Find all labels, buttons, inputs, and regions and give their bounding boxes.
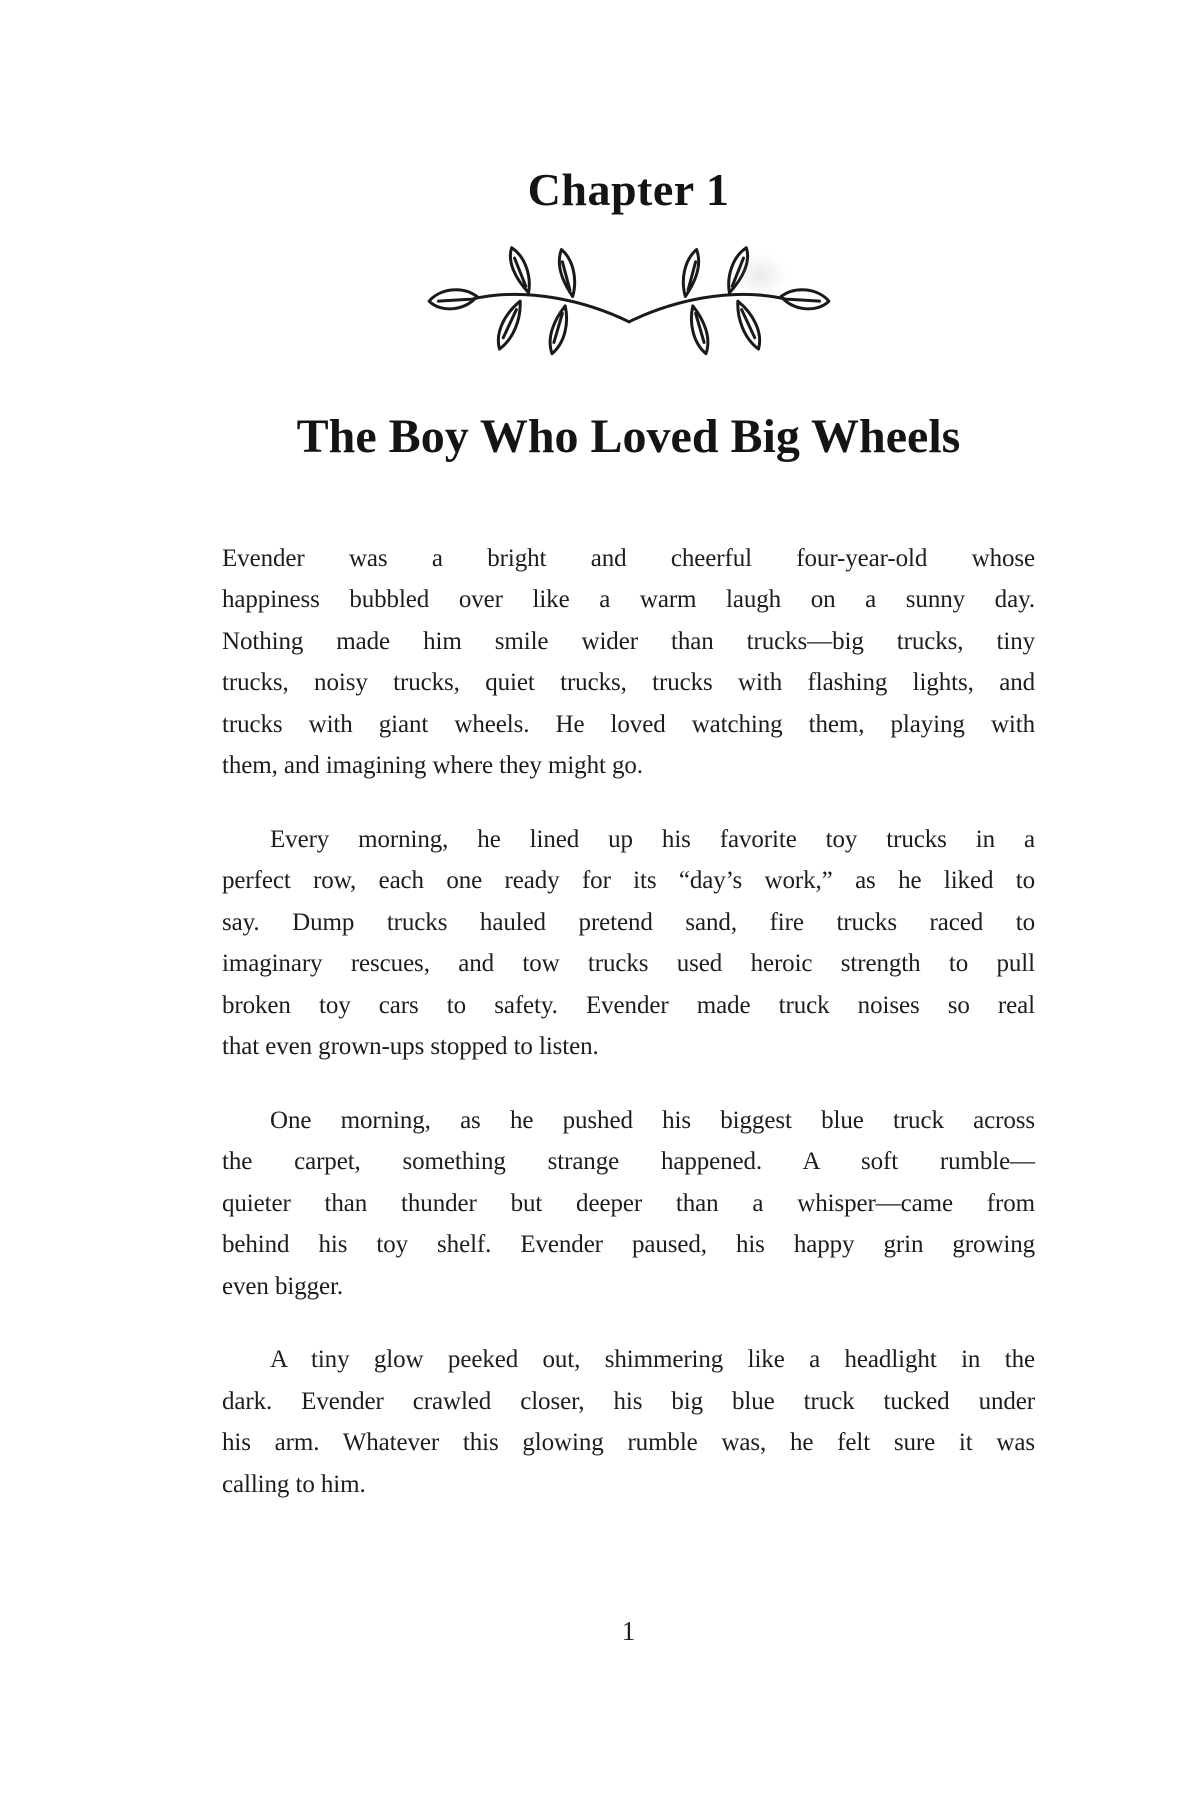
text-line: trucks with giant wheels. He loved watching them, playing with	[222, 710, 1035, 738]
text-line: Nothing made him smile wider than trucks—big trucks, tiny	[222, 627, 1035, 655]
text-line: his arm. Whatever this glowing rumble was, he felt sure it was	[222, 1429, 1035, 1457]
content-column	[222, 164, 1035, 1505]
paragraph	[222, 819, 1035, 1068]
text-line: One morning, as he pushed his biggest blue truck across	[270, 1106, 1035, 1134]
text-line: Evender was a bright and cheerful four-year-old whose	[222, 544, 1035, 572]
chapter-title: The Boy Who Loved Big Wheels	[296, 409, 961, 463]
text-line: even bigger.	[222, 1272, 343, 1300]
text-line: behind his toy shelf. Evender paused, his happy grin growing	[222, 1231, 1035, 1259]
paragraph	[222, 1100, 1035, 1308]
text-line: them, and imagining where they might go.	[222, 752, 643, 780]
paragraph	[222, 1339, 1035, 1505]
text-line: say. Dump trucks hauled pretend sand, fire trucks raced to	[222, 908, 1035, 936]
text-line: that even grown-ups stopped to listen.	[222, 1033, 599, 1061]
page-number: 1	[621, 1616, 636, 1646]
text-line: calling to him.	[222, 1470, 366, 1498]
text-line: perfect row, each one ready for its “day’s work,” as he liked to	[222, 867, 1035, 895]
paragraph	[222, 538, 1035, 787]
text-line: quieter than thunder but deeper than a whisper—came from	[222, 1189, 1035, 1217]
body-text	[222, 538, 1035, 1506]
text-line: Every morning, he lined up his favorite toy trucks in a	[270, 825, 1035, 853]
text-line: imaginary rescues, and tow trucks used heroic strength to pull	[222, 950, 1035, 978]
chapter-heading: Chapter 1	[527, 164, 730, 215]
text-line: trucks, noisy trucks, quiet trucks, trucks with flashing lights, and	[222, 669, 1035, 697]
text-line: broken toy cars to safety. Evender made truck noises so real	[222, 991, 1035, 1019]
text-line: A tiny glow peeked out, shimmering like a headlight in the	[270, 1346, 1035, 1374]
text-line: dark. Evender crawled closer, his big blue truck tucked under	[222, 1387, 1035, 1415]
text-line: happiness bubbled over like a warm laugh on a sunny day.	[222, 586, 1035, 614]
text-line: the carpet, something strange happened. A soft rumble—	[222, 1148, 1035, 1176]
laurel-divider-icon	[222, 243, 1035, 365]
